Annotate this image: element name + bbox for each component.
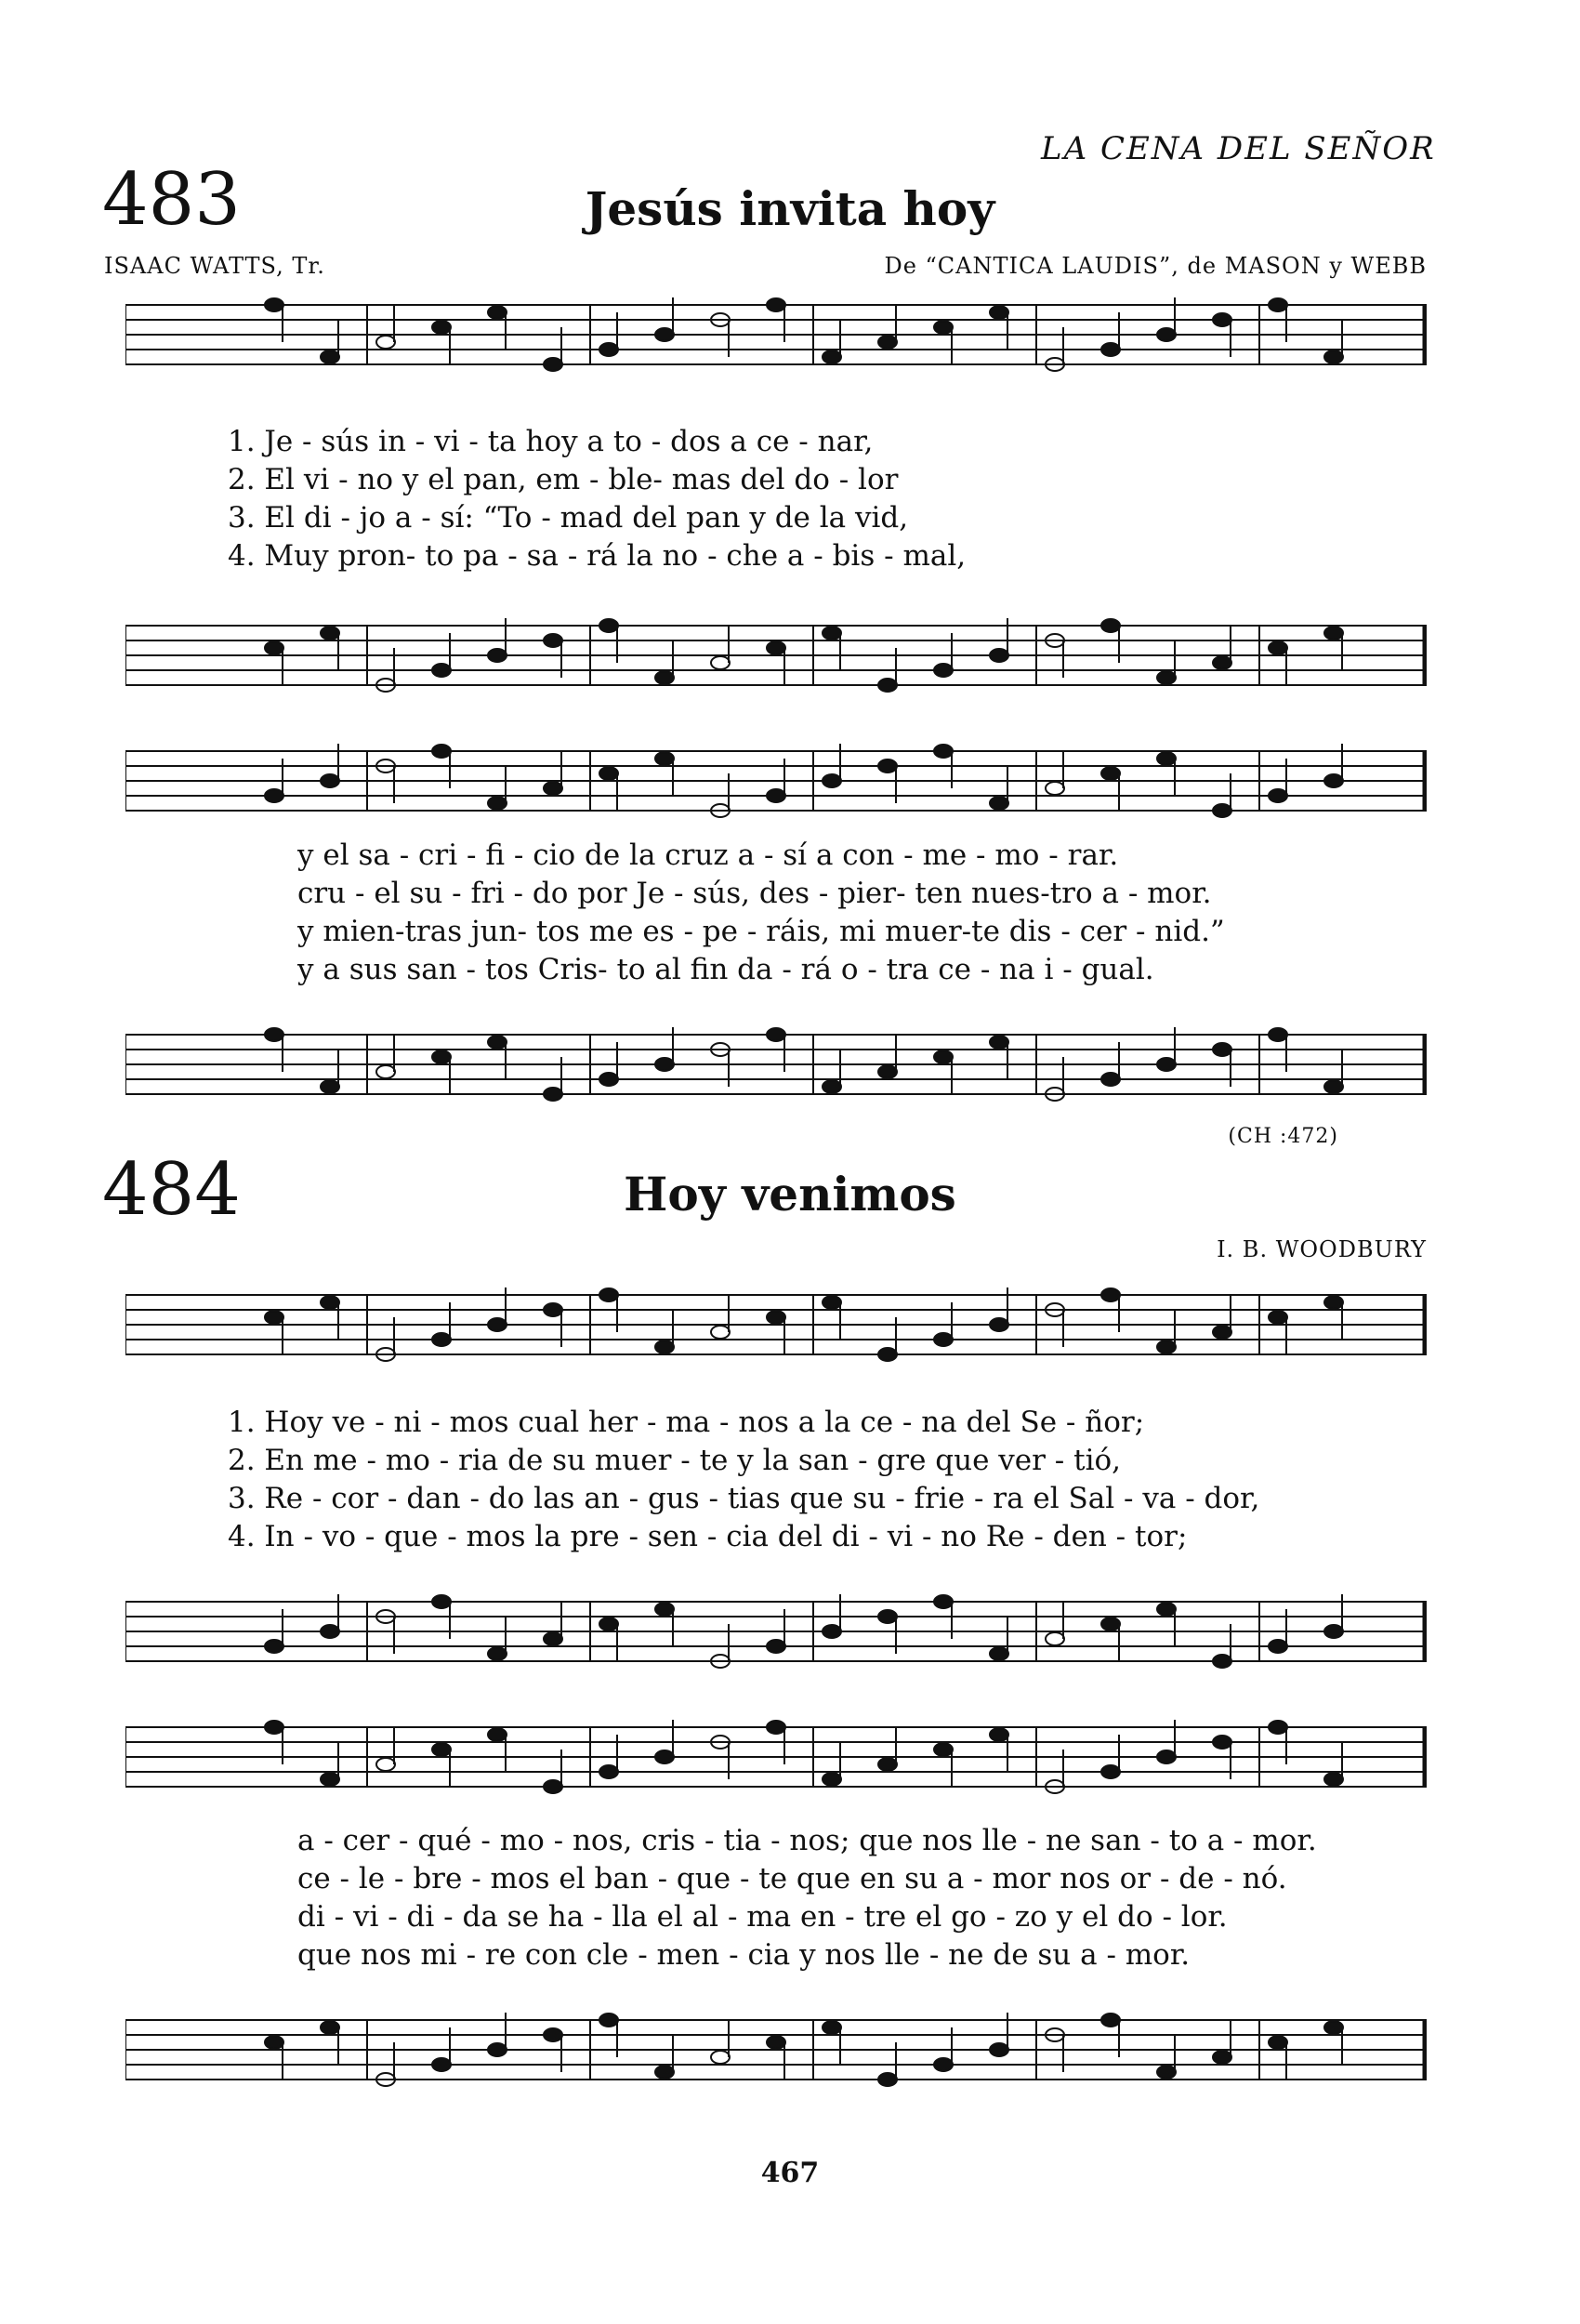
- lyric-line: 2. El vi - no y el pan, em - ble- mas del do - lor: [228, 463, 899, 496]
- note-head: [1157, 671, 1176, 684]
- treble-staff: [125, 1720, 1427, 1794]
- note-head: [376, 336, 395, 349]
- note-head: [1324, 1080, 1343, 1093]
- note-head: [488, 306, 507, 319]
- page-number: 467: [760, 2157, 820, 2189]
- note-head: [655, 1058, 674, 1071]
- note-head: [1213, 313, 1231, 326]
- note-head: [1269, 2036, 1287, 2049]
- note-head: [878, 679, 897, 692]
- note-head: [265, 1721, 283, 1734]
- note-head: [990, 1036, 1008, 1049]
- lyrics-block: [228, 1404, 1259, 1556]
- note-head: [878, 2073, 897, 2086]
- note-head: [265, 1640, 283, 1653]
- note-head: [1324, 350, 1343, 363]
- lyric-line: 3. Re - cor - dan - do las an - gus - tias que su - frie - ra el Sal - va - dor,: [228, 1482, 1260, 1515]
- lyric-line: y el sa - cri - fi - cio de la cruz a - sí a con - me - mo - rar.: [297, 838, 1119, 872]
- bass-staff: [125, 618, 1427, 693]
- note-head: [488, 2043, 507, 2056]
- note-head: [767, 1028, 785, 1041]
- hymn-number: 483: [102, 158, 241, 242]
- note-head: [432, 321, 451, 334]
- note-head: [655, 1340, 674, 1353]
- lyrics-block: [297, 837, 1225, 989]
- note-head: [990, 1728, 1008, 1741]
- note-head: [432, 664, 451, 677]
- note-head: [599, 1765, 618, 1778]
- note-head: [1213, 1043, 1231, 1056]
- note-head: [599, 343, 618, 356]
- note-head: [1213, 804, 1231, 817]
- note-head: [488, 1728, 507, 1741]
- note-head: [432, 2058, 451, 2071]
- note-head: [488, 1036, 507, 1049]
- note-head: [655, 328, 674, 341]
- note-head: [934, 745, 953, 758]
- note-head: [934, 664, 953, 677]
- note-head: [1213, 2051, 1231, 2064]
- note-head: [1157, 328, 1176, 341]
- note-head: [990, 1647, 1008, 1660]
- hymn-number: 484: [102, 1148, 241, 1232]
- note-head: [599, 1618, 618, 1631]
- note-head: [878, 1758, 897, 1771]
- note-head: [990, 1318, 1008, 1331]
- note-head: [1269, 1311, 1287, 1324]
- note-head: [321, 627, 339, 640]
- note-head: [544, 1780, 562, 1793]
- note-head: [823, 1296, 841, 1309]
- note-head: [1101, 767, 1120, 780]
- note-head: [1101, 343, 1120, 356]
- note-head: [990, 306, 1008, 319]
- note-head: [1157, 1750, 1176, 1763]
- note-head: [934, 1595, 953, 1608]
- note-head: [823, 350, 841, 363]
- composer-credit: I. B. WOODBURY: [1217, 1236, 1427, 1262]
- note-head: [376, 1758, 395, 1771]
- note-head: [878, 1348, 897, 1361]
- note-head: [767, 298, 785, 311]
- treble-staff: [125, 744, 1427, 818]
- lyric-line: y a sus san - tos Cris- to al fin da - rá o - tra ce - na i - gual.: [297, 953, 1154, 986]
- note-head: [1046, 782, 1064, 795]
- lyric-line: 2. En me - mo - ria de su muer - te y la san - gre que ver - tió,: [228, 1444, 1122, 1477]
- note-head: [1269, 641, 1287, 654]
- note-head: [1101, 1765, 1120, 1778]
- note-head: [432, 1595, 451, 1608]
- note-head: [655, 752, 674, 765]
- section-title: LA CENA DEL SEÑOR: [1041, 130, 1436, 167]
- bass-staff: [125, 2013, 1427, 2087]
- lyric-line: 3. El di - jo a - sí: “To - mad del pan y de la vid,: [228, 501, 909, 535]
- note-head: [1101, 1288, 1120, 1301]
- note-head: [1213, 656, 1231, 669]
- note-head: [321, 1773, 339, 1786]
- note-head: [1324, 2021, 1343, 2034]
- note-head: [599, 2014, 618, 2027]
- note-head: [934, 1743, 953, 1756]
- note-head: [655, 671, 674, 684]
- note-head: [488, 797, 507, 810]
- treble-staff: [125, 1287, 1427, 1362]
- note-head: [544, 1632, 562, 1645]
- note-head: [1101, 2014, 1120, 2027]
- note-head: [321, 350, 339, 363]
- note-head: [767, 789, 785, 802]
- note-head: [544, 358, 562, 371]
- note-head: [265, 298, 283, 311]
- lyric-line: y mien-tras jun- tos me es - pe - ráis, mi muer-te dis - cer - nid.”: [297, 915, 1225, 948]
- note-head: [488, 1318, 507, 1331]
- note-head: [990, 797, 1008, 810]
- bass-staff: [125, 1594, 1427, 1669]
- note-head: [432, 745, 451, 758]
- note-head: [1157, 2066, 1176, 2079]
- note-head: [711, 1326, 730, 1339]
- note-head: [1213, 1326, 1231, 1339]
- note-head: [544, 634, 562, 647]
- note-head: [599, 1288, 618, 1301]
- lyrics-block: [297, 1822, 1317, 1974]
- note-head: [265, 1311, 283, 1324]
- note-head: [878, 1065, 897, 1078]
- translator-credit: ISAAC WATTS, Tr.: [104, 253, 325, 279]
- note-head: [544, 782, 562, 795]
- note-head: [934, 1333, 953, 1346]
- note-head: [1269, 1721, 1287, 1734]
- note-head: [878, 1610, 897, 1623]
- lyric-line: que nos mi - re con cle - men - cia y nos lle - ne de su a - mor.: [297, 1938, 1191, 1972]
- note-head: [934, 2058, 953, 2071]
- note-head: [823, 774, 841, 787]
- note-head: [265, 1028, 283, 1041]
- note-head: [488, 1647, 507, 1660]
- note-head: [1324, 1296, 1343, 1309]
- note-head: [1046, 1632, 1064, 1645]
- lyric-line: ce - le - bre - mos el ban - que - te que en su a - mor nos or - de - nó.: [297, 1862, 1287, 1895]
- note-head: [432, 1333, 451, 1346]
- note-head: [1101, 619, 1120, 632]
- note-head: [1213, 1736, 1231, 1749]
- note-head: [823, 1773, 841, 1786]
- note-head: [544, 1303, 562, 1316]
- note-head: [934, 321, 953, 334]
- lyrics-block: [228, 423, 966, 575]
- note-head: [376, 1065, 395, 1078]
- note-head: [1101, 1618, 1120, 1631]
- hymn-title: Jesús invita hoy: [585, 181, 995, 236]
- note-head: [544, 1088, 562, 1101]
- note-head: [1269, 789, 1287, 802]
- note-head: [990, 2043, 1008, 2056]
- note-head: [265, 641, 283, 654]
- lyric-line: 1. Hoy ve - ni - mos cual her - ma - nos a la ce - na del Se - ñor;: [228, 1406, 1145, 1439]
- note-head: [655, 1750, 674, 1763]
- note-head: [655, 1603, 674, 1616]
- note-head: [1157, 1058, 1176, 1071]
- note-head: [711, 2051, 730, 2064]
- note-head: [767, 1640, 785, 1653]
- note-head: [1269, 298, 1287, 311]
- note-head: [1324, 774, 1343, 787]
- note-head: [432, 1743, 451, 1756]
- note-head: [878, 336, 897, 349]
- note-head: [1157, 1603, 1176, 1616]
- note-head: [1101, 1073, 1120, 1086]
- note-head: [321, 2021, 339, 2034]
- lyric-line: di - vi - di - da se ha - lla el al - ma en - tre el go - zo y el do - lor.: [297, 1900, 1228, 1934]
- note-head: [655, 2066, 674, 2079]
- note-head: [990, 649, 1008, 662]
- note-head: [265, 789, 283, 802]
- lyric-line: a - cer - qué - mo - nos, cris - tia - nos; que nos lle - ne san - to a - mor.: [297, 1824, 1317, 1857]
- note-head: [321, 1080, 339, 1093]
- note-head: [823, 627, 841, 640]
- bass-staff: [125, 1027, 1427, 1102]
- note-head: [1213, 1655, 1231, 1668]
- note-head: [599, 1073, 618, 1086]
- note-head: [599, 619, 618, 632]
- lyric-line: 4. In - vo - que - mos la pre - sen - cia del di - vi - no Re - den - tor;: [228, 1520, 1188, 1553]
- note-head: [544, 2028, 562, 2041]
- note-head: [321, 1296, 339, 1309]
- composer-credit: De “CANTICA LAUDIS”, de MASON y WEBB: [884, 253, 1427, 279]
- note-head: [1324, 1625, 1343, 1638]
- note-head: [321, 1625, 339, 1638]
- note-head: [265, 2036, 283, 2049]
- note-head: [432, 1050, 451, 1063]
- note-head: [488, 649, 507, 662]
- lyric-line: 1. Je - sús in - vi - ta hoy a to - dos a ce - nar,: [228, 425, 874, 458]
- note-head: [767, 2036, 785, 2049]
- lyric-line: 4. Muy pron- to pa - sa - rá la no - che a - bis - mal,: [228, 539, 967, 573]
- note-head: [878, 759, 897, 772]
- note-head: [823, 2021, 841, 2034]
- note-head: [1324, 627, 1343, 640]
- hymn-title: Hoy venimos: [624, 1167, 956, 1221]
- note-head: [321, 774, 339, 787]
- note-head: [1269, 1640, 1287, 1653]
- note-head: [1269, 1028, 1287, 1041]
- treble-staff: [125, 297, 1427, 372]
- note-head: [823, 1080, 841, 1093]
- note-head: [823, 1625, 841, 1638]
- note-head: [1157, 752, 1176, 765]
- note-head: [1324, 1773, 1343, 1786]
- note-head: [1157, 1340, 1176, 1353]
- note-head: [599, 767, 618, 780]
- reference-note: (CH :472): [1228, 1125, 1338, 1148]
- note-head: [767, 1721, 785, 1734]
- note-head: [767, 641, 785, 654]
- note-head: [711, 656, 730, 669]
- note-head: [934, 1050, 953, 1063]
- note-head: [767, 1311, 785, 1324]
- lyric-line: cru - el su - fri - do por Je - sús, des - pier- ten nues-tro a - mor.: [297, 877, 1212, 910]
